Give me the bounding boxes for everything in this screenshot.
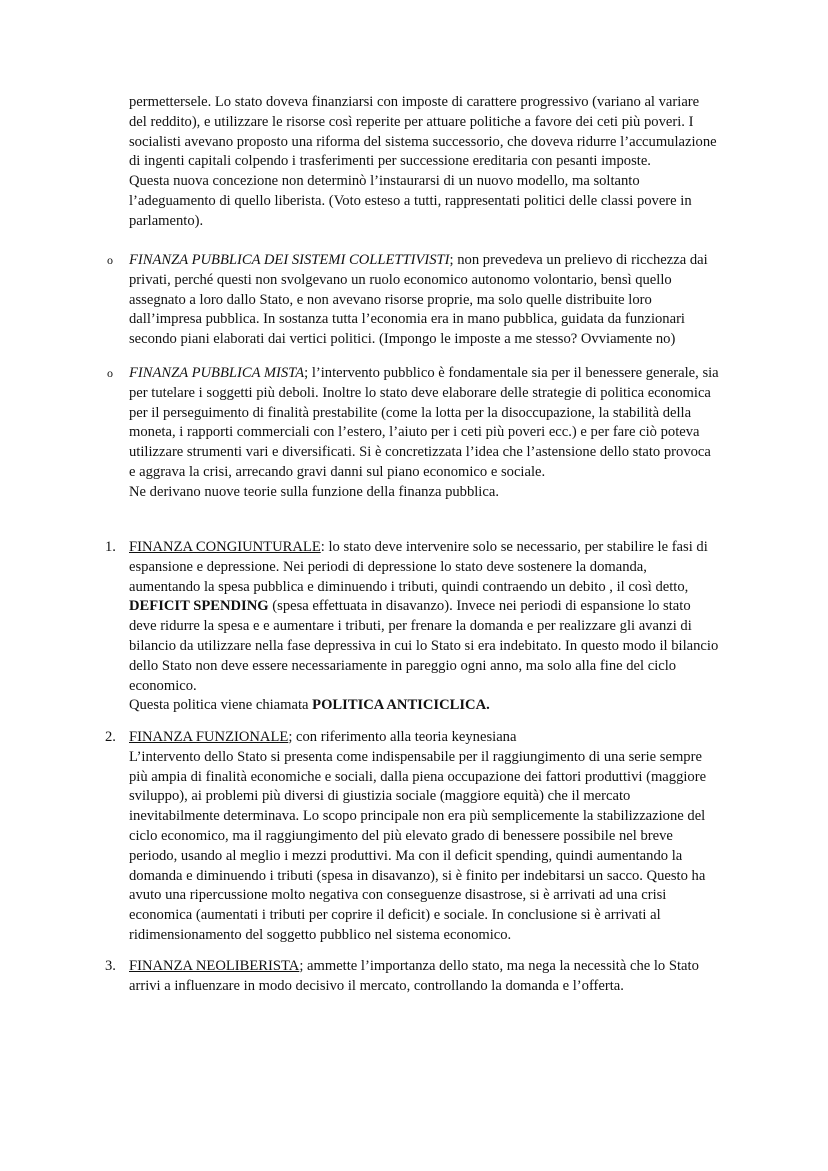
text-line: più ampia di finalità economiche e sociali, dalla piena occupazione dei fattori produttivi (maggiore [129,768,707,785]
section-title: FINANZA PUBBLICA MISTA [129,365,305,381]
text-line: economico. [129,677,197,694]
text-line: di ingenti capitali colpendo i trasferimenti per successione ereditaria con pesanti imposte. [129,153,651,170]
item-congiunturale [105,538,769,716]
text-segment: Questa politica viene chiamata [129,697,313,714]
bullet-marker: o [107,366,113,380]
text-line: dall’impresa pubblica. In sostanza tutta l’economia era in mano pubblica, guidata da funzionari [129,311,685,328]
text-segment: : lo stato deve intervenire solo se necessario, per stabilire le fasi di [320,539,708,555]
text-segment: (spesa effettuata in disavanzo). Invece nei periodi di espansione lo stato [268,598,691,615]
text-line: dello Stato non deve essere necessariamente in pareggio ogni anno, ma solo alla fine del ciclo [129,657,677,674]
text-line: deve ridurre la spesa e e aumentare i tributi, per frenare la domanda e per realizzare gli avanzi di [129,618,692,635]
text-line: economica (aumentati i tributi per coprire il deficit) e sociale. In conclusione si è arrivati al [129,907,661,924]
text-line: domanda e diminuendo i tributi (spesa in disavanzo), si è finito per indebitarsi un sacco. Questo ha [129,867,706,884]
bullet-mista [107,364,769,503]
section-title: FINANZA CONGIUNTURALE [129,539,321,555]
text-line: parlamento). [129,212,204,229]
list-number: 3. [105,958,116,974]
text-segment: ; non prevedeva un prelievo di ricchezza dai [449,252,708,268]
text-segment: ; con riferimento alla teoria keynesiana [288,729,517,745]
text-line: avuto una ripercussione molto negativa con conseguenze disastrose, si è arrivati ad una crisi [129,887,667,904]
item-neoliberista [105,957,769,997]
text-line: sviluppo), ai problemi più diversi di giustizia sociale (maggiore equità) che il mercato [129,788,631,805]
text-line: assegnato a loro dallo Stato, e non avevano risorse proprie, ma solo quelle distribuite loro [129,291,652,308]
intro-paragraph [129,93,769,232]
text-line: per il perseguimento di finalità prestabilite (come la lotta per la disoccupazione, la stabilità della [129,404,692,421]
text-line: periodo, usando al meglio i mezzi produttivi. Ma con il deficit spending, quindi aumentando la [129,847,683,864]
text-line: bilancio da utilizzare nella fase depressiva in cui lo Stato si era indebitato. In questo modo il bilancio [129,637,719,654]
text-line: aumentando la spesa pubblica e diminuendo i tributi, quindi contraendo un debito , il così detto, [129,578,689,595]
text-line: utilizzare strumenti vari e diversificati. Si è concretizzata l’idea che l’astensione dello stato provoca [129,444,711,461]
text-line: per tutelare i soggetti più deboli. Inoltre lo stato deve elaborare delle strategie di politica economica [129,384,711,401]
list-number: 1. [105,539,116,555]
item-funzionale [105,728,769,946]
text-line: L’intervento dello Stato si presenta come indispensabile per il raggiungimento di una serie sempre [129,748,702,765]
text-line: secondo piani elaborati dai vertici politici. (Impongo le imposte a me stesso? Ovviamente no) [129,331,676,348]
text-segment: ; ammette l’importanza dello stato, ma nega la necessità che lo Stato [299,958,699,974]
text-line: espansione e depressione. Nei periodi di depressione lo stato deve sostenere la domanda, [129,558,647,575]
text-line: ridimensionamento del soggetto pubblico nel sistema economico. [129,926,512,943]
text-line: privati, perché questi non svolgevano un ruolo economico autonomo volontario, bensì quello [129,271,672,288]
section-title: FINANZA PUBBLICA DEI SISTEMI COLLETTIVISTI [129,252,450,268]
text-line: del reddito), e utilizzare le risorse così reperite per attuare politiche a favore dei ceti più poveri. I [129,113,694,130]
text-line: e aggrava la crisi, arrecando gravi danni sul piano economico e sociale. [129,463,546,480]
bold-term: DEFICIT SPENDING [129,598,269,615]
section-title: FINANZA FUNZIONALE [129,729,289,745]
bullet-marker: o [107,253,113,267]
section-title: FINANZA NEOLIBERISTA [129,958,300,974]
text-line: Ne derivano nuove teorie sulla funzione della finanza pubblica. [129,483,499,500]
text-line: l’adeguamento di quello liberista. (Voto esteso a tutti, rappresentati politici delle classi povere in [129,192,692,209]
bullet-collettivisti [107,251,769,350]
text-line: ciclo economico, ma il raggiungimento del più elevato grado di benessere possibile nel breve [129,827,673,844]
text-line: Questa nuova concezione non determinò l’instaurarsi di un nuovo modello, ma soltanto [129,173,640,190]
text-line: arrivi a influenzare in modo decisivo il mercato, controllando la domanda e l’offerta. [129,977,624,994]
list-number: 2. [105,729,116,745]
bold-term: POLITICA ANTICICLICA. [312,697,490,714]
text-segment: ; l’intervento pubblico è fondamentale sia per il benessere generale, sia [304,365,719,381]
text-line: inevitabilmente determinava. Lo scopo principale non era più semplicemente la stabilizzazione del [129,808,706,825]
text-line: socialisti avevano proposto una riforma del sistema successorio, che doveva ridurre l’accumulazione [129,133,717,150]
text-line: moneta, i rapporti commerciali con l’estero, l’aiuto per i ceti più poveri ecc.) e per fare ciò poteva [129,424,700,441]
text-line: permettersele. Lo stato doveva finanziarsi con imposte di carattere progressivo (variano al variare [129,94,700,110]
